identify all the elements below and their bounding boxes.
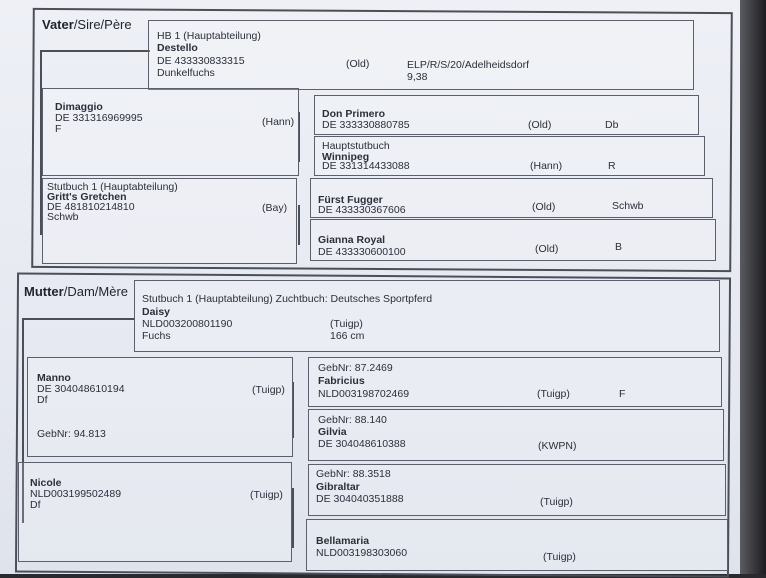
sire-heading-rest: /Sire/Père bbox=[73, 17, 132, 32]
sire-main-breeder: ELP/R/S/20/Adelheidsdorf bbox=[407, 59, 529, 71]
dam-ss-name: Fabricius bbox=[318, 375, 365, 387]
sire-ss-color: Db bbox=[605, 119, 619, 131]
dam-ds-geb: GebNr: 88.3518 bbox=[316, 468, 391, 480]
dam-dd-reg: (Tuigp) bbox=[543, 551, 576, 563]
dam-ds-name: Gibraltar bbox=[316, 481, 360, 493]
sire-sd-name: Winnipeg bbox=[322, 151, 370, 163]
sire-heading-bold: Vater bbox=[42, 17, 74, 32]
sire-ss-id: DE 333330880785 bbox=[322, 119, 410, 131]
dam-main-color: Fuchs bbox=[142, 330, 171, 342]
sire-dam-name: Gritt's Gretchen bbox=[47, 191, 127, 203]
dam-main-line1: Stutbuch 1 (Hauptabteilung) Zuchtbuch: Deutsches Sportpferd bbox=[142, 293, 433, 305]
sire-dam-id: DE 481810214810 bbox=[47, 201, 135, 213]
tree-line bbox=[22, 318, 134, 320]
dam-dam-color: Df bbox=[30, 499, 41, 511]
dam-sire-name: Manno bbox=[37, 372, 71, 384]
dam-heading bbox=[24, 284, 128, 299]
sire-main-line1: HB 1 (Hauptabteilung) bbox=[157, 30, 261, 42]
dam-sd-id: DE 304048610388 bbox=[318, 438, 406, 450]
sire-sire-reg: (Hann) bbox=[262, 116, 295, 128]
sire-dd-color: B bbox=[615, 241, 623, 253]
sire-dd-reg: (Old) bbox=[535, 243, 559, 255]
dam-dd-box bbox=[306, 519, 728, 571]
sire-sd-label: Hauptstutbuch bbox=[322, 140, 390, 152]
tree-line bbox=[40, 50, 150, 52]
dam-main-name: Daisy bbox=[142, 306, 171, 318]
dam-ss-color: F bbox=[619, 388, 626, 400]
dam-main-id: NLD003200801190 bbox=[142, 318, 233, 330]
sire-sd-id: DE 331314433088 bbox=[322, 160, 410, 172]
sire-dam-reg: (Bay) bbox=[262, 202, 288, 214]
sire-ds-reg: (Old) bbox=[532, 201, 556, 213]
dam-sd-geb: GebNr: 88.140 bbox=[318, 414, 387, 426]
sire-ss-reg: (Old) bbox=[528, 119, 552, 131]
dam-dam-name: Nicole bbox=[30, 477, 62, 489]
sire-ds-color: Schwb bbox=[612, 200, 644, 212]
sire-main-score: 9,38 bbox=[407, 71, 428, 83]
dam-ds-reg: (Tuigp) bbox=[540, 496, 573, 508]
tree-line bbox=[292, 488, 294, 548]
dam-ds-id: DE 304040351888 bbox=[316, 493, 404, 505]
sire-main-color: Dunkelfuchs bbox=[157, 67, 215, 79]
dam-sire-reg: (Tuigp) bbox=[252, 384, 285, 396]
sire-dd-name: Gianna Royal bbox=[318, 234, 386, 246]
sire-sire-id: DE 331316969995 bbox=[55, 112, 143, 124]
sire-main-reg: (Old) bbox=[346, 58, 370, 70]
dam-sire-geb: GebNr: 94.813 bbox=[37, 428, 106, 440]
sire-heading bbox=[42, 17, 132, 32]
dam-heading-bold: Mutter bbox=[24, 284, 64, 299]
sire-dd-id: DE 433330600100 bbox=[318, 246, 406, 258]
sire-sire-sex: F bbox=[55, 123, 62, 135]
dam-sd-name: Gilvia bbox=[318, 426, 347, 438]
sire-sd-color: R bbox=[608, 160, 616, 172]
dam-heading-rest: /Dam/Mère bbox=[63, 284, 129, 299]
dam-main-reg: (Tuigp) bbox=[330, 318, 363, 330]
sire-ss-name: Don Primero bbox=[322, 108, 386, 120]
dam-main-box bbox=[134, 280, 720, 352]
sire-sd-reg: (Hann) bbox=[530, 160, 563, 172]
sire-dam-color: Schwb bbox=[47, 211, 79, 223]
dam-dd-name: Bellamaria bbox=[316, 535, 370, 547]
dam-sd-reg: (KWPN) bbox=[538, 440, 577, 452]
sire-dam-label: Stutbuch 1 (Hauptabteilung) bbox=[47, 181, 178, 193]
sire-main-name: Destello bbox=[157, 42, 198, 54]
dam-dam-reg: (Tuigp) bbox=[250, 489, 283, 501]
sire-sire-name: Dimaggio bbox=[55, 101, 103, 113]
sire-ds-id: DE 433330367606 bbox=[318, 204, 406, 216]
dam-ss-geb: GebNr: 87.2469 bbox=[318, 362, 393, 374]
sire-main-id: DE 433330833315 bbox=[157, 55, 245, 67]
dam-dd-id: NLD003198303060 bbox=[316, 547, 408, 559]
dam-ss-id: NLD003198702469 bbox=[318, 388, 410, 400]
dam-sire-color: Df bbox=[37, 394, 48, 406]
dam-main-height: 166 cm bbox=[330, 330, 365, 342]
dam-ss-reg: (Tuigp) bbox=[537, 388, 570, 400]
dam-dam-id: NLD003199502489 bbox=[30, 488, 122, 500]
tree-line bbox=[298, 205, 300, 245]
dam-sire-id: DE 304048610194 bbox=[37, 383, 125, 395]
sire-ds-name: Fürst Fugger bbox=[318, 194, 383, 206]
background-edge bbox=[740, 0, 766, 574]
